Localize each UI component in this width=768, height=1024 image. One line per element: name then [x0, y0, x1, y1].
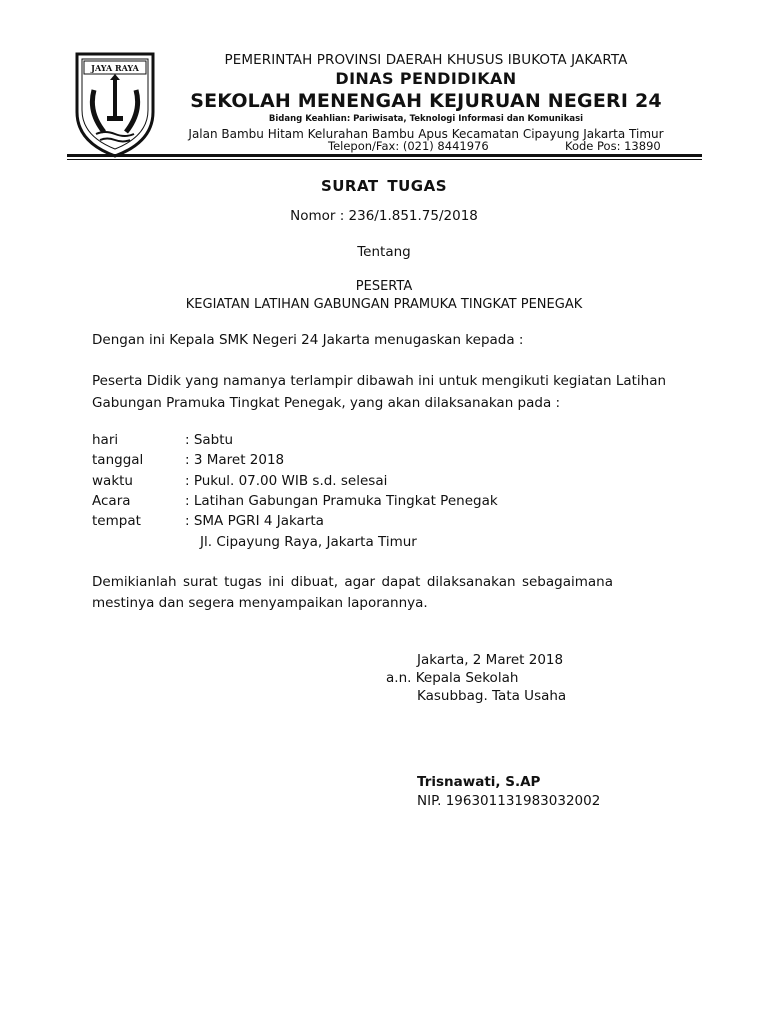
detail-label: hari: [92, 432, 119, 448]
letterhead-expertise: Bidang Keahlian: Pariwisata, Teknologi Informasi dan Komunikasi: [268, 114, 584, 124]
detail-label: tanggal: [92, 452, 144, 468]
detail-label: Acara: [92, 493, 131, 509]
svg-text:JAYA RAYA: JAYA RAYA: [91, 63, 139, 73]
letterhead-phone: Telepon/Fax: (021) 8441976: [328, 139, 489, 153]
detail-value: : Pukul. 07.00 WIB s.d. selesai: [185, 473, 388, 489]
signature-place-date: Jakarta, 2 Maret 2018: [417, 652, 564, 668]
letterhead-government: PEMERINTAH PROVINSI DAERAH KHUSUS IBUKOTA JAKARTA: [224, 52, 628, 68]
letterhead-postal-code: Kode Pos: 13890: [565, 139, 661, 153]
letterhead-divider-thin: [67, 159, 702, 160]
signatory-nip: NIP. 196301131983032002: [417, 793, 601, 809]
signature-role: Kasubbag. Tata Usaha: [417, 688, 567, 704]
detail-label: tempat: [92, 513, 141, 529]
detail-value: : Sabtu: [185, 432, 234, 448]
closing-paragraph-line-1: Demikianlah surat tugas ini dibuat, agar dapat dilaksanakan sebagaimana: [92, 574, 613, 590]
letterhead-school-name: SEKOLAH MENENGAH KEJURUAN NEGERI 24: [190, 90, 662, 112]
letterhead-department: DINAS PENDIDIKAN: [335, 69, 517, 88]
detail-value: : SMA PGRI 4 Jakarta: [185, 513, 324, 529]
jaya-raya-emblem-icon: [74, 50, 156, 158]
closing-paragraph-line-2: mestinya dan segera menyampaikan laporannya.: [92, 595, 428, 611]
detail-value: : 3 Maret 2018: [185, 452, 285, 468]
detail-value: : Latihan Gabungan Pramuka Tingkat Penegak: [185, 493, 498, 509]
assignment-paragraph-line-1: Peserta Didik yang namanya terlampir dibawah ini untuk mengikuti kegiatan Latihan: [92, 373, 667, 389]
signature-on-behalf: a.n. Kepala Sekolah: [386, 670, 519, 686]
letterhead-divider-thick: [67, 154, 702, 157]
letterhead-address: Jalan Bambu Hitam Kelurahan Bambu Apus Kecamatan Cipayung Jakarta Timur: [188, 127, 664, 141]
letter-subject-line-2: KEGIATAN LATIHAN GABUNGAN PRAMUKA TINGKAT PENEGAK: [185, 297, 583, 312]
detail-label: waktu: [92, 473, 133, 489]
letter-subject-label: Tentang: [357, 244, 411, 260]
letter-number: Nomor : 236/1.851.75/2018: [290, 208, 478, 224]
intro-paragraph: Dengan ini Kepala SMK Negeri 24 Jakarta menugaskan kepada :: [92, 332, 524, 348]
assignment-paragraph-line-2: Gabungan Pramuka Tingkat Penegak, yang akan dilaksanakan pada :: [92, 395, 561, 411]
letter-title: SURAT TUGAS: [320, 177, 448, 195]
venue-address: Jl. Cipayung Raya, Jakarta Timur: [200, 534, 417, 550]
letter-subject-line-1: PESERTA: [355, 279, 413, 294]
signatory-name: Trisnawati, S.AP: [417, 774, 541, 790]
